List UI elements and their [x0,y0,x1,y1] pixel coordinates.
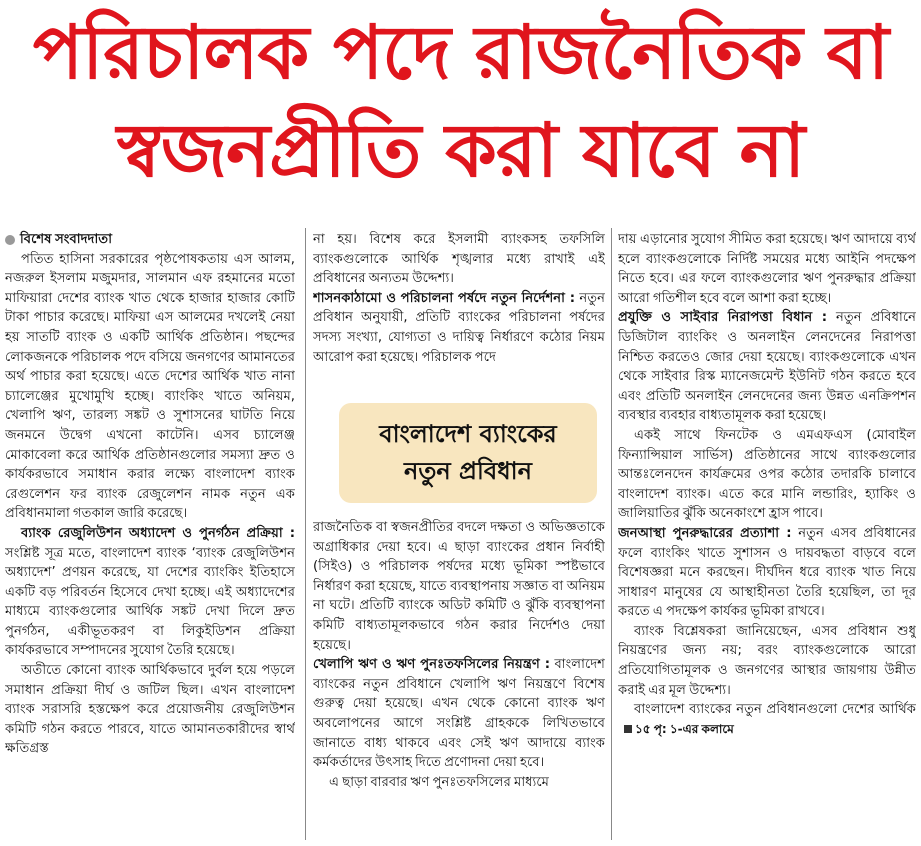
paragraph-text: দায় এড়ানোর সুযোগ সীমিত করা হয়েছে। ঋণ আদায়ে ব্যর্থ হলে ব্যাংকগুলোকে নির্দিষ্ট সময়ের মধ্যে আইনি পদক্ষেপ নিতে হবে। এর ফলে ব্যাংকগুলোর ঋণ পুনরুদ্ধার প্রক্রিয়া আরো গতিশীল হবে বলে আশা করা হচ্ছে। [618,232,916,306]
paragraph-text: পতিত হাসিনা সরকারের পৃষ্ঠপোষকতায় এস আলম, নজরুল ইসলাম মজুমদার, সালমান এফ রহমানের মতো মাফিয়ারা দেশের ব্যাংক খাত থেকে হাজার হাজার কোটি টাকা পাচার করেছে। মাফিয়া এস আলমের দখলেই নেয়া হয় সাতটি ব্যাংক ও একটি আর্থিক প্রতিষ্ঠান। পছন্দের লোকজনকে পরিচালক পদে বসিয়ে জনগণের আমানতের অর্থ পাচার করা হয়েছে। এতে দেশের আর্থিক খাত নানা চ্যালেঞ্জের মুখোমুখি হচ্ছে। ব্যাংকিং খাতে অনিয়ম, খেলাপি ঋণ, তারল্য সঙ্কট ও সুশাসনের ঘাটতি নিয়ে জনমনে উদ্বেগ এখনো কাটেনি। এসব চ্যালেঞ্জ মোকাবেলা করে আর্থিক প্রতিষ্ঠানগুলোর সমস্যা দ্রুত ও কার্যকরভাবে সমাধান করার লক্ষ্যে বাংলাদেশ ব্যাংক রেগুলেশন ফর ব্যাংক রেজুলেশন নামক নতুন এক প্রবিধানমালা গতকাল জারি করেছে। [5,251,295,522]
headline-line-1: পরিচালক পদে রাজনৈতিক বা [32,10,889,96]
callout-line-2: নতুন প্রবিধান [404,457,532,485]
article-column-2-bottom [313,518,605,842]
paragraph [618,426,916,524]
callout-line-1: বাংলাদেশ ব্যাংকের [379,420,557,448]
paragraph [313,518,605,655]
paragraph [313,773,605,793]
paragraph-text: বাংলাদেশ ব্যাংকের নতুন প্রবিধানে খেলাপি ঋণ নিয়ন্ত্রণে বিশেষ গুরুত্ব দেয়া হয়েছে। এখন থেকে কোনো ব্যাংক ঋণ অবলোপনের আগে সংশ্লিষ্ট গ্রাহককে লিখিতভাবে জানাতে বাধ্য থাকবে এবং সেই ঋণ আদায়ে ব্যাংক কর্মকর্তাদের উৎসাহ দিতে প্রণোদনা দেয়া হবে। [313,657,605,771]
subheading: শাসনকাঠামো ও পরিচালনা পর্ষদে নতুন নির্দেশনা : [313,290,575,306]
paragraph [5,524,295,661]
bullet-icon [5,235,15,245]
paragraph-text: রাজনৈতিক বা স্বজনপ্রীতির বদলে দক্ষতা ও অভিজ্ঞতাকে অগ্রাধিকার দেয়া হবে। এ ছাড়া ব্যাংকের প্রধান নির্বাহী (সিইও) ও পরিচালক পর্ষদের মধ্যে ভূমিকা স্পষ্টভাবে নির্ধারণ করা হয়েছে, যাতে ব্যবস্থাপনায় সজ্ঞাত বা অনিয়ম না ঘটে। প্রতিটি ব্যাংকে অডিট কমিটি ও ঝুঁকি ব্যবস্থাপনা কমিটি বাধ্যতামূলকভাবে গঠন করার নির্দেশও দেয়া হয়েছে। [313,520,605,653]
continuation-link[interactable]: ১৫ পৃ: ১-এর কলামে [635,721,734,736]
subheading: জনআস্থা পুনরুদ্ধারের প্রত্যাশা : [618,525,792,541]
paragraph-text: বাংলাদেশ ব্যাংকের নতুন প্রবিধানগুলো দেশের আর্থিক [634,702,916,718]
article-column-3 [618,230,916,842]
paragraph [5,250,295,524]
paragraph [618,524,916,622]
subheading: ব্যাংক রেজুলিউশন অধ্যাদেশ ও পুনর্গঠন প্রক্রিয়া : [21,525,295,541]
subheading: খেলাপি ঋণ ও ঋণ পুনঃতফসিলের নিয়ন্ত্রণ : [313,657,551,673]
paragraph-text: অতীতে কোনো ব্যাংক আর্থিকভাবে দুর্বল হয়ে পড়লে সমাধান প্রক্রিয়া দীর্ঘ ও জটিল ছিল। এখন বাংলাদেশ ব্যাংক সরাসরি হস্তক্ষেপ করে প্রয়োজনীয় রেজুলিউশন কমিটি গঠন করতে পারবে, যাতে আমানতকারীদের স্বার্থ ক্ষতিগ্রস্ত [5,663,295,757]
paragraph [618,308,916,426]
square-bullet-icon [624,725,632,733]
headline-line-2: স্বজনপ্রীতি করা যাবে না [116,108,805,194]
paragraph-text: ব্যাংক বিশ্লেষকরা জানিয়েছেন, এসব প্রবিধান শুধু নিয়ন্ত্রণের জন্য নয়; বরং ব্যাংকগুলোকে আরো প্রতিযোগিতামূলক ও জনগণের আস্থার জায়গায় উন্নীত করাই এর মূল উদ্দেশ্য। [618,623,916,698]
paragraph [313,655,605,773]
paragraph-text: সংশ্লিষ্ট সূত্র মতে, বাংলাদেশ ব্যাংক ‘ব্যাংক রেজুলিউশন অধ্যাদেশ’ প্রণয়ন করেছে, যা দেশের ব্যাংকিং ইতিহাসে একটি বড় পরিবর্তন হিসেবে দেখা হচ্ছে। এই অধ্যাদেশের মাধ্যমে ব্যাংকগুলোর আর্থিক সঙ্কট দেখা দিলে দ্রুত পুনর্গঠন, একীভূতকরণ বা লিকুইডিশন প্রক্রিয়া কার্যকরভাবে সম্পাদনের সুযোগ তৈরি হয়েছে। [5,545,295,659]
headline [0,4,921,200]
article-column-2-top [313,230,605,380]
paragraph-text: নতুন প্রবিধান অনুযায়ী, প্রতিটি ব্যাংকের পরিচালনা পর্ষদের সদস্য সংখ্যা, যোগ্যতা ও দায়িত্ব নির্ধারণে কঠোর নিয়ম আরোপ করা হয়েছে। পরিচালক পদে [313,290,605,365]
column-divider [305,228,306,840]
byline [5,230,295,250]
article-column-1 [5,230,295,842]
paragraph [618,622,916,700]
paragraph [313,289,605,367]
paragraph-text: না হয়। বিশেষ করে ইসলামী ব্যাংকসহ তফসিলি ব্যাংকগুলোকে আর্থিক শৃঙ্খলার মধ্যে রাখাই এই প্রবিধানের অন্যতম উদ্দেশ্য। [313,232,605,287]
paragraph [313,230,605,289]
paragraph [618,230,916,308]
callout-box [339,403,597,503]
paragraph-text: নতুন প্রবিধানে ডিজিটাল ব্যাংকিং ও অনলাইন লেনদেনের নিরাপত্তা নিশ্চিত করতেও জোর দেয়া হয়েছে। ব্যাংকগুলোকে এখন থেকে সাইবার রিস্ক ম্যানেজমেন্ট ইউনিট গঠন করতে হবে এবং প্রতিটি অনলাইন লেনদেনের জন্য উন্নত এনক্রিপশন ব্যবস্থার ব্যবহার বাধ্যতামূলক করা হয়েছে। [618,310,916,424]
paragraph [618,700,916,739]
paragraph [5,661,295,759]
column-divider [611,228,612,840]
subheading: প্রযুক্তি ও সাইবার নিরাপত্তা বিধান : [618,310,827,326]
paragraph-text: নতুন এসব প্রবিধানের ফলে ব্যাংকিং খাতে সুশাসন ও দায়বদ্ধতা বাড়বে বলে বিশেষজ্ঞরা মনে করছেন। দীর্ঘদিন ধরে ব্যাংক খাত নিয়ে সাধারণ মানুষের যে আস্থাহীনতা তৈরি হয়েছিল, তা দূর করতে এ পদক্ষেপ কার্যকর ভূমিকা রাখবে। [618,525,916,620]
paragraph-text: একই সাথে ফিনটেক ও এমএফএস (মোবাইল ফিন্যান্সিয়াল সার্ভিস) প্রতিষ্ঠানের সাথে ব্যাংকগুলোর আন্তঃলেনদেন কার্যক্রমের ওপর কঠোর তদারকি চালাবে বাংলাদেশ ব্যাংক। এতে করে মানি লন্ডারিং, হ্যাকিং ও জালিয়াতির ঝুঁকি অনেকাংশে হ্রাস পাবে। [618,427,916,522]
byline-text: বিশেষ সংবাদদাতা [20,232,113,247]
paragraph-text: এ ছাড়া বারবার ঋণ পুনঃতফসিলের মাধ্যমে [329,774,549,790]
